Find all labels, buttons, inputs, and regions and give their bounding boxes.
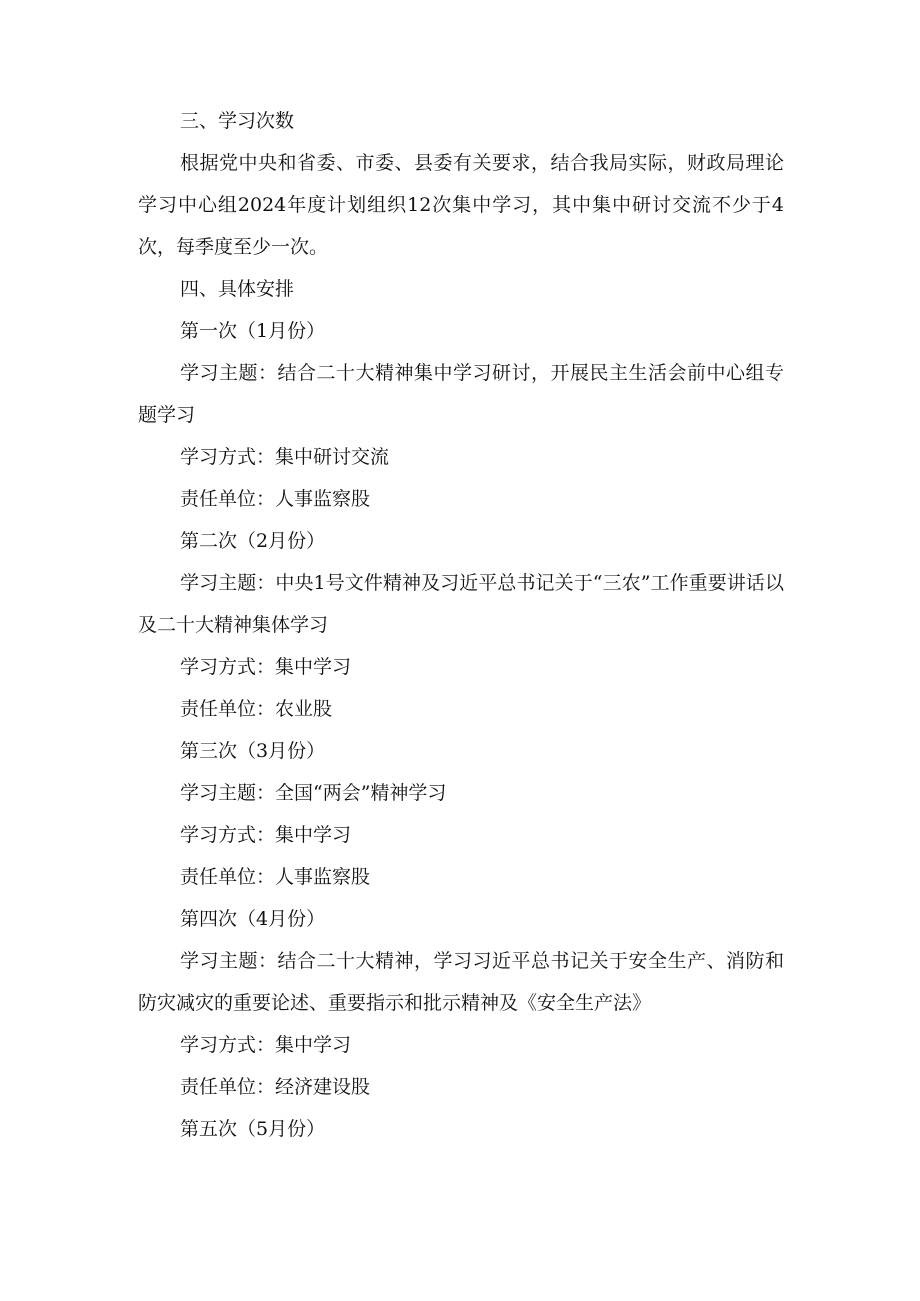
session-4-unit: 责任单位：经济建设股 bbox=[180, 1076, 371, 1098]
session-1-title: 第一次（1月份） bbox=[180, 320, 326, 342]
session-3-method: 学习方式：集中学习 bbox=[180, 824, 352, 846]
session-3-title: 第三次（3月份） bbox=[180, 740, 326, 762]
session-1-unit: 责任单位：人事监察股 bbox=[180, 488, 371, 510]
session-4-title: 第四次（4月份） bbox=[180, 908, 326, 930]
session-5-title: 第五次（5月份） bbox=[180, 1118, 326, 1140]
section-heading-arrangement: 四、具体安排 bbox=[180, 278, 295, 300]
document-page bbox=[138, 100, 784, 1150]
session-2-method: 学习方式：集中学习 bbox=[180, 656, 352, 678]
section-heading-study-count: 三、学习次数 bbox=[180, 110, 295, 132]
session-2-unit: 责任单位：农业股 bbox=[180, 698, 333, 720]
session-4-topic: 学习主题：结合二十大精神，学习习近平总书记关于安全生产、消防和防灾减灾的重要论述、重要指示和批示精神及《安全生产法》 bbox=[138, 950, 784, 1014]
session-1-topic: 学习主题：结合二十大精神集中学习研讨，开展民主生活会前中心组专题学习 bbox=[138, 362, 784, 426]
session-2-title: 第二次（2月份） bbox=[180, 530, 326, 552]
session-4-method: 学习方式：集中学习 bbox=[180, 1034, 352, 1056]
study-count-paragraph: 根据党中央和省委、市委、县委有关要求，结合我局实际，财政局理论学习中心组2024年度计划组织12次集中学习，其中集中研讨交流不少于4次，每季度至少一次。 bbox=[138, 152, 784, 258]
session-3-unit: 责任单位：人事监察股 bbox=[180, 866, 371, 888]
session-1-method: 学习方式：集中研讨交流 bbox=[180, 446, 390, 468]
session-3-topic: 学习主题：全国“两会”精神学习 bbox=[180, 782, 447, 804]
session-2-topic: 学习主题：中央1号文件精神及习近平总书记关于“三农”工作重要讲话以及二十大精神集体学习 bbox=[138, 572, 784, 636]
